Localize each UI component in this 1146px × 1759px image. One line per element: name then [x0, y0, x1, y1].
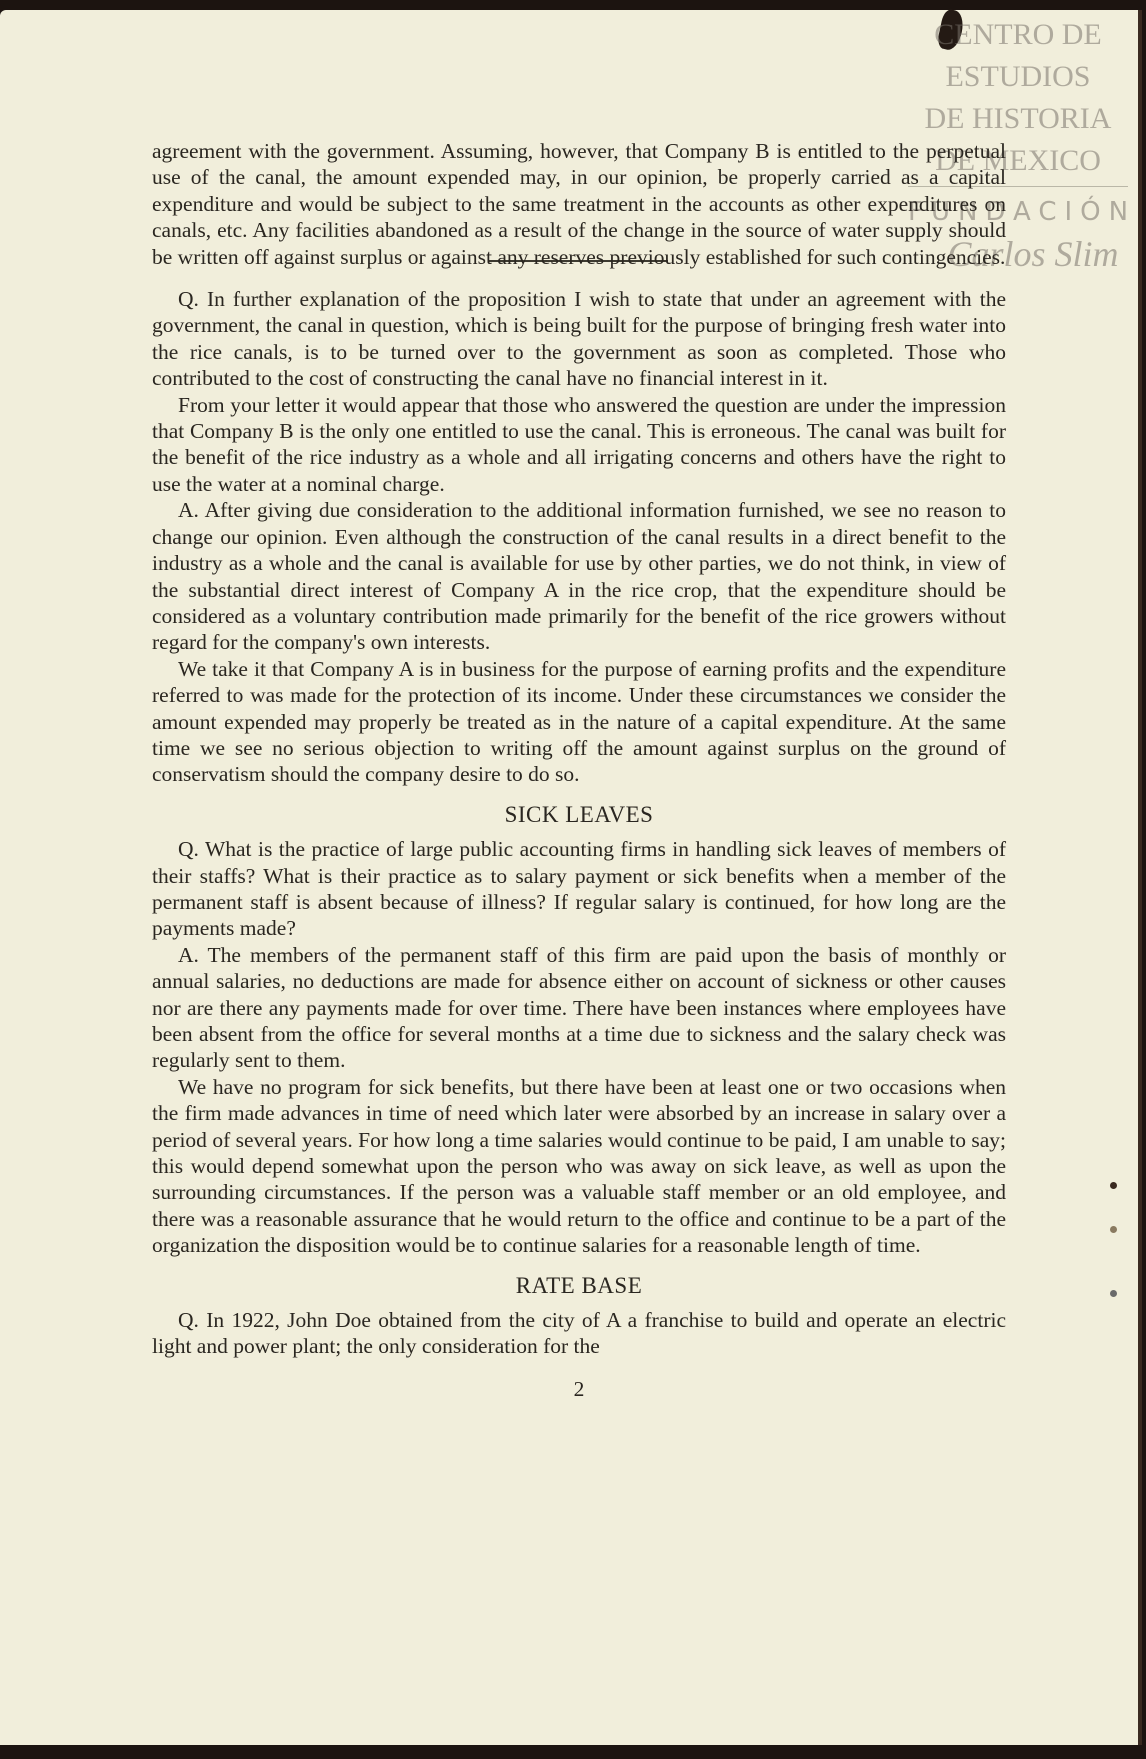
continuation-paragraph: agreement with the government. Assuming, however, that Company B is entitled to the perpetual use of the canal, the amount expended may, in our opinion, be properly carried as a capital expenditure and would be subject to the same treatment in the accounts as other expenditures on canals, etc. Any facilities abandoned as a result of the change in the source of water supply should be written off against surplus or against any reserves previously established for such contingencies.: [152, 139, 1006, 269]
binding-hole: [1110, 1290, 1117, 1297]
section-heading-rate-base: RATE BASE: [515, 1272, 643, 1298]
sick-leaves-answer: A. The members of the permanent staff of this firm are paid upon the basis of monthly or annual salaries, no deductions are made for absence either on account of sickness or other causes nor are there any payments made for over time. There have been instances where employees have been absent from the office for several months at a time due to sickness and the salary check was regularly sent to them.: [152, 942, 1006, 1073]
canal-question: Q. In further explanation of the proposition I wish to state that under an agreement with the government, the canal in question, which is being built for the purpose of bringing fresh water into the rice canals, is to be turned over to the government as soon as completed. Those who contributed to the cost of constructing the canal have no financial interest in it.: [152, 287, 1006, 391]
binding-hole: [1110, 1182, 1117, 1189]
sick-leaves-answer-continued: We have no program for sick benefits, but there have been at least one or two occasions when the firm made advances in time of need which later were absorbed by an increase in salary over a period of several years. For how long a time salaries would continue to be paid, I am unable to say; this would depend somewhat upon the person who was away on sick leave, as well as upon the surrounding circumstances. If the person was a valuable staff member or an old employee, and there was a reasonable assurance that he would return to the office and continue to be a part of the organization the disposition would be to continue salaries for a reasonable length of time.: [152, 1074, 1006, 1258]
section-heading-sick-leaves: SICK LEAVES: [504, 801, 654, 827]
sick-leaves-question: Q. What is the practice of large public accounting firms in handling sick leaves of members of their staffs? What is their practice as to salary payment or sick benefits when a member of the permanent staff is absent because of illness? If regular salary is continued, for how long are the payments made?: [152, 837, 1006, 941]
watermark-line: CENTRO DE: [934, 18, 1102, 51]
document-body: [152, 138, 1006, 1402]
rate-base-question: Q. In 1922, John Doe obtained from the city of A a franchise to build and operate an electric light and power plant; the only consideration for the: [152, 1308, 1006, 1359]
canal-answer: A. After giving due consideration to the additional information furnished, we see no reason to change our opinion. Even although the construction of the canal results in a direct benefit to the industry as a whole and the canal is available for use by other parties, we do not think, in view of the substantial direct interest of Company A in the rice crop, that the expenditure should be considered as a voluntary contribution made primarily for the benefit of the rice growers without regard for the company's own interests.: [152, 498, 1006, 655]
watermark-line: DE HISTORIA: [924, 102, 1112, 135]
document-page: [0, 10, 1142, 1745]
page-number: 2: [573, 1376, 585, 1401]
canal-answer-continued: We take it that Company A is in business for the purpose of earning profits and the expenditure referred to was made for the protection of its income. Under these circumstances we consider the amount expended may properly be treated as in the nature of a capital expenditure. At the same time we see no serious objection to writing off the amount against surplus on the ground of conservatism should the company desire to do so.: [152, 656, 1006, 787]
binding-hole: [1110, 1226, 1117, 1233]
watermark-signature: Carlos Slim: [947, 234, 1119, 274]
watermark-foundation: FUNDACIÓN: [908, 186, 1128, 233]
watermark-line: DE MEXICO: [935, 144, 1101, 177]
watermark-line: ESTUDIOS: [945, 60, 1091, 93]
canal-question-continued: From your letter it would appear that those who answered the question are under the impression that Company B is the only one entitled to use the canal. This is erroneous. The canal was built for the benefit of the rice industry as a whole and all irrigating concerns and others have the right to use the water at a nominal charge.: [152, 392, 1006, 496]
